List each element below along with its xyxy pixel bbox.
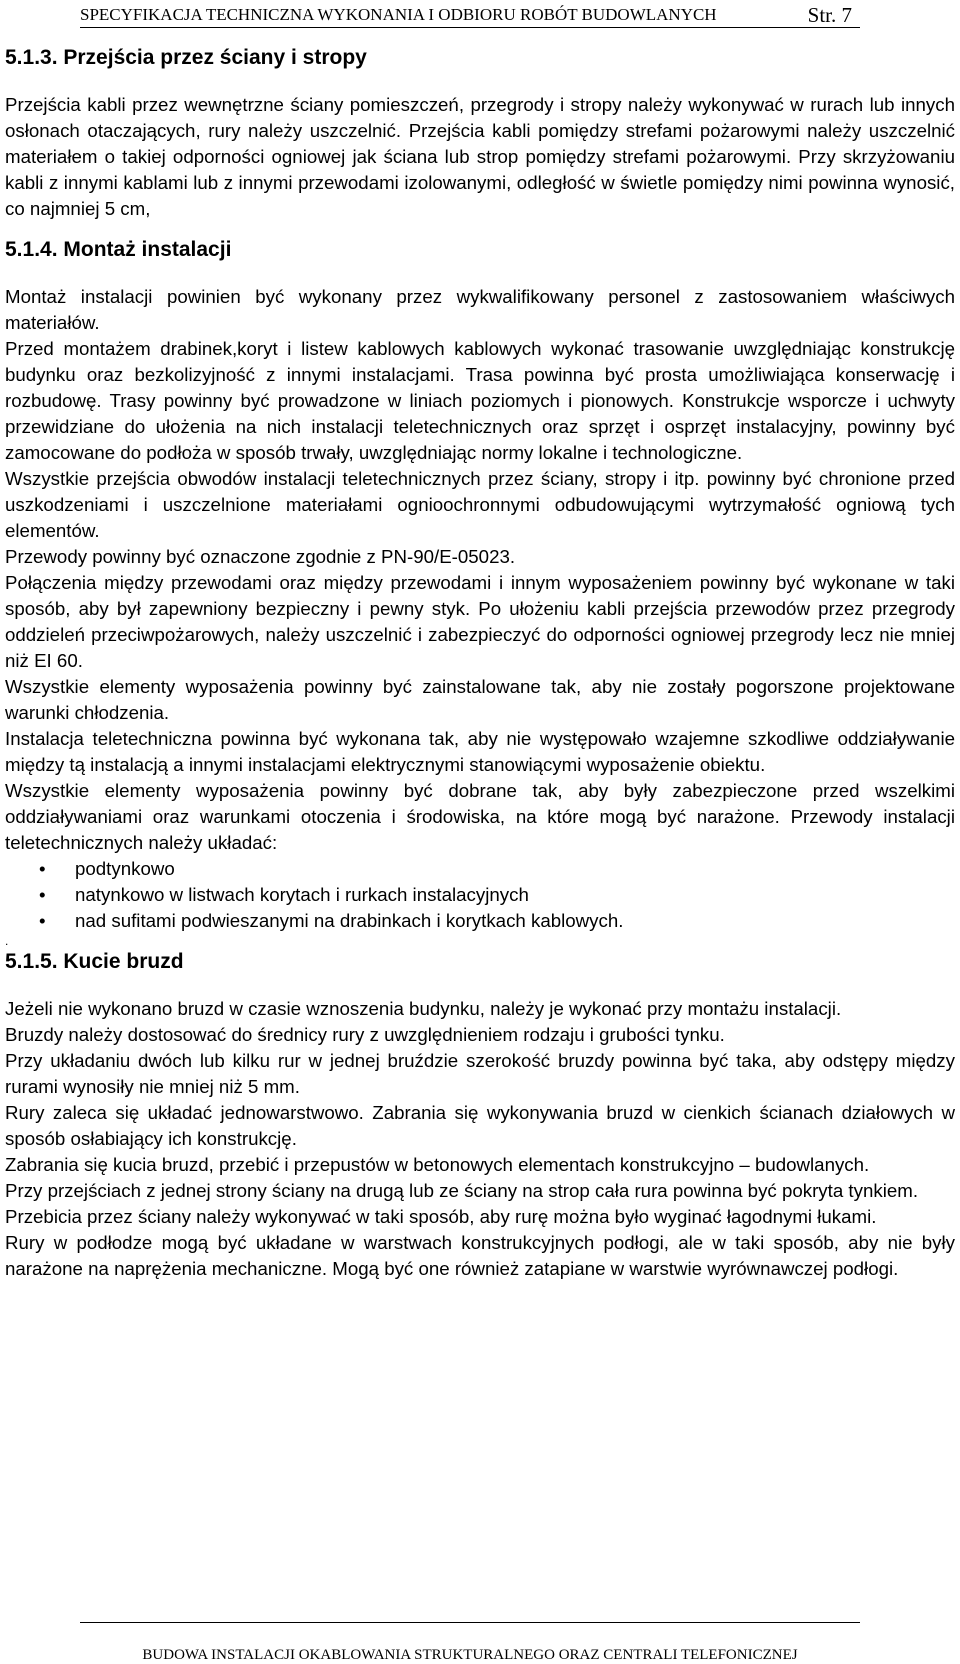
bullet-list	[5, 856, 955, 934]
section-heading-5-1-4: 5.1.4. Montaż instalacji	[5, 238, 232, 261]
page-number: Str. 7	[807, 3, 852, 27]
list-item-text: podtynkowo	[75, 858, 175, 879]
section-paragraph: Montaż instalacji powinien być wykonany przez wykwalifikowany personel z zastosowaniem właściwych materiałów.	[5, 286, 955, 333]
section-paragraph: Przewody powinny być oznaczone zgodnie z PN-90/E-05023.	[5, 546, 516, 567]
section-paragraph: Przy przejściach z jednej strony ściany na drugą lub ze ściany na strop cała rura powinna być pokryta tynkiem.	[5, 1180, 919, 1201]
section-paragraph: Przy układaniu dwóch lub kilku rur w jednej bruździe szerokość bruzdy powinna być taka, aby odstępy między rurami wynosiły nie mniej niż 5 mm.	[5, 1050, 955, 1097]
section-paragraph: Rury w podłodze mogą być układane w warstwach konstrukcyjnych podłogi, ale w taki sposób, aby nie były narażone na naprężenia mechaniczne. Mogą być one również zatapiane w warstwie wyrównawczej podłogi.	[5, 1232, 955, 1279]
list-item	[5, 908, 955, 934]
spacer	[5, 222, 955, 236]
section-paragraph: Rury zaleca się układać jednowarstwowo. Zabrania się wykonywania bruzd w cienkich ścianach działowych w sposób osłabiający ich konstrukcję.	[5, 1102, 955, 1149]
section-paragraph: Przejścia kabli przez wewnętrzne ściany pomieszczeń, przegrody i stropy należy wykonywać w rurach lub innych osłonach otaczających, rury należy uszczelnić. Przejścia kabli pomiędzy strefami pożarowymi należy uszczelnić materiałem o takiej odporności ogniowej jak ściana lub strop pomiędzy strefami pożarowymi. Przy skrzyżowaniu kabli z innymi kablami lub z innymi przewodami izolowanymi, odległość w świetle pomiędzy nimi powinna wynosić, co najmniej 5 cm,	[5, 94, 955, 219]
section-paragraph: Wszystkie elementy wyposażenia powinny być dobrane tak, aby były zabezpieczone przed wszelkimi oddziaływaniami oraz warunkami otoczenia i środowiska, na które mogą być narażone. Przewody instalacji teletechnicznych należy układać:	[5, 780, 955, 853]
header-title: SPECYFIKACJA TECHNICZNA WYKONANIA I ODBIORU ROBÓT BUDOWLANYCH	[80, 5, 717, 24]
spacer	[5, 72, 955, 92]
section-paragraph: Wszystkie elementy wyposażenia powinny być zainstalowane tak, aby nie zostały pogorszone projektowane warunki chłodzenia.	[5, 676, 955, 723]
spacer	[5, 976, 955, 996]
footer-text: BUDOWA INSTALACJI OKABLOWANIA STRUKTURALNEGO ORAZ CENTRALI TELEFONICZNEJ	[142, 1647, 798, 1663]
bullet-icon: •	[39, 910, 46, 931]
list-item	[5, 856, 955, 882]
section-paragraph: Przed montażem drabinek,koryt i listew kablowych kablowych wykonać trasowanie uwzględniając konstrukcję budynku oraz bezkolizyjność z innymi instalacjami. Trasa powinna być prosta umożliwiająca konserwację i rozbudowę. Trasy powinny być prowadzone w liniach poziomych i pionowych. Konstrukcje wsporcze i uchwyty przewidziane do ułożenia na nich instalacji teletechnicznych oraz sprzęt i osprzęt instalacyjny, powinny być zamocowane do podłoża w sposób trwały, uwzględniając normy lokalne i technologiczne.	[5, 338, 955, 463]
spacer	[5, 264, 955, 284]
section-paragraph: Połączenia między przewodami oraz między przewodami i innym wyposażeniem powinny być wykonane w taki sposób, aby był zapewniony bezpieczny i pewny styk. Po ułożeniu kabli przejścia przewodów przez przegrody oddzieleń przeciwpożarowych, należy uszczelnić i zabezpieczyć do odporności ogniowej przegrody lecz nie mniej niż EI 60.	[5, 572, 955, 671]
section-paragraph: Instalacja teletechniczna powinna być wykonana tak, aby nie występowało wzajemne szkodliwe oddziaływanie między tą instalacją a innymi instalacjami elektrycznymi stanowiącymi wyposażenie obiektu.	[5, 728, 955, 775]
section-paragraph: Wszystkie przejścia obwodów instalacji teletechnicznych przez ściany, stropy i itp. powinny być chronione przed uszkodzeniami i uszczelnione materiałami ognioochronnymi odbudowującymi wytrzymałość ogniową tych elementów.	[5, 468, 955, 541]
list-item-text: nad sufitami podwieszanymi na drabinkach i korytkach kablowych.	[75, 910, 624, 931]
list-item-text: natynkowo w listwach korytach i rurkach instalacyjnych	[75, 884, 529, 905]
bullet-icon: •	[39, 858, 46, 879]
section-heading-5-1-5: 5.1.5. Kucie bruzd	[5, 950, 184, 973]
list-item	[5, 882, 955, 908]
page-footer	[80, 1622, 860, 1663]
section-paragraph: Jeżeli nie wykonano bruzd w czasie wznoszenia budynku, należy je wykonać przy montażu instalacji.	[5, 998, 842, 1019]
section-paragraph: Zabrania się kucia bruzd, przebić i przepustów w betonowych elementach konstrukcyjno – budowlanych.	[5, 1154, 870, 1175]
document-body	[5, 44, 955, 1282]
trailing-dot: .	[5, 934, 9, 948]
bullet-icon: •	[39, 884, 46, 905]
section-paragraph: Przebicia przez ściany należy wykonywać w taki sposób, aby rurę można było wyginać łagodnymi łukami.	[5, 1206, 877, 1227]
section-paragraph: Bruzdy należy dostosować do średnicy rury z uwzględnieniem rodzaju i grubości tynku.	[5, 1024, 725, 1045]
section-heading-5-1-3: 5.1.3. Przejścia przez ściany i stropy	[5, 46, 367, 69]
page-header	[80, 3, 860, 28]
